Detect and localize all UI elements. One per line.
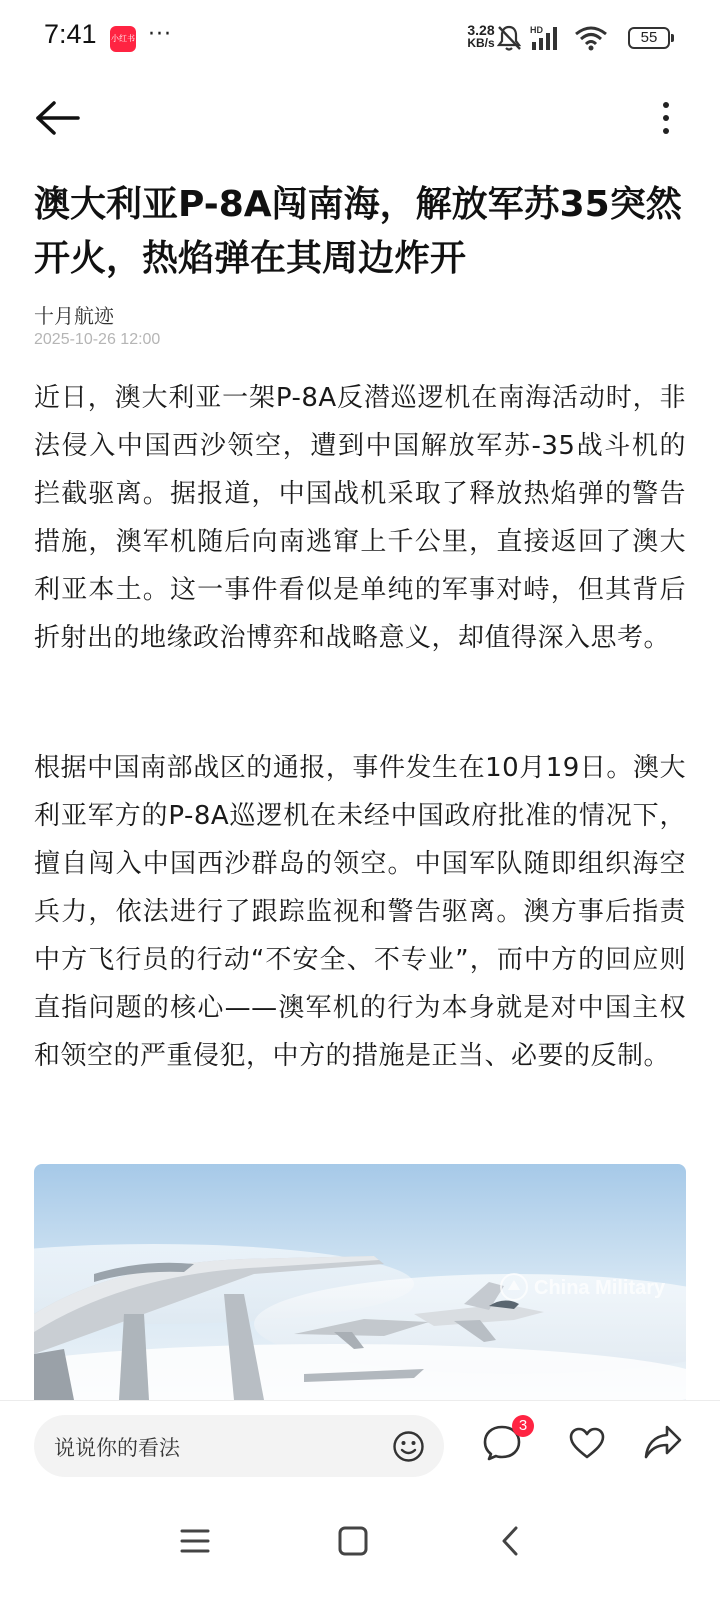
comment-input[interactable] xyxy=(34,1415,444,1477)
smiley-icon[interactable] xyxy=(392,1430,425,1463)
bottom-action-bar xyxy=(0,1400,720,1490)
signal-label: HD xyxy=(530,25,543,35)
article-paragraph-1: 近日，澳大利亚一架P-8A反潜巡逻机在南海活动时，非法侵入中国西沙领空，遭到中国解放军苏-35战斗机的拦截驱离。据报道，中国战机采取了释放热焰弹的警告措施，澳军机随后向南逃窜上千公里，直接返回了澳大利亚本土。这一事件看似是单纯的军事对峙，但其背后折射出的地缘政治博弈和战略意义，却值得深入思考。 xyxy=(34,383,686,653)
mute-bell-icon xyxy=(496,24,522,52)
network-speed-value: 3.28 xyxy=(467,22,495,38)
network-speed-unit: KB/s xyxy=(467,36,495,50)
share-arrow-icon[interactable] xyxy=(643,1423,683,1461)
fighter-jets-photo xyxy=(34,1164,686,1400)
heart-icon[interactable] xyxy=(568,1425,606,1461)
watermark-text: China Military xyxy=(534,1277,666,1299)
network-speed xyxy=(462,24,500,50)
publish-date: 2025-10-26 12:00 xyxy=(34,331,161,348)
article-paragraph-2: 根据中国南部战区的通报，事件发生在10月19日。澳大利亚军方的P-8A巡逻机在未经中国政府批准的情况下，擅自闯入中国西沙群岛的领空。中国军队随即组织海空兵力，依法进行了跟踪监视和警告驱离。澳方事后指责中方飞行员的行动“不安全、不专业”，而中方的回应则直指问题的核心——澳军机的行为本身就是对中国主权和领空的严重侵犯，中方的措施是正当、必要的反制。 xyxy=(34,753,686,1071)
author-name[interactable]: 十月航迹 xyxy=(34,304,114,328)
system-navigation-bar xyxy=(0,1490,720,1600)
more-notifications-icon: ··· xyxy=(148,22,172,47)
home-square-icon[interactable] xyxy=(328,1516,378,1566)
status-time: 7:41 xyxy=(44,19,97,49)
recent-apps-menu-icon[interactable] xyxy=(170,1516,220,1566)
more-vertical-icon[interactable] xyxy=(658,100,674,140)
app-notification-icon: 小红书 xyxy=(110,26,136,52)
battery-icon: 55 xyxy=(628,27,670,49)
status-bar xyxy=(0,0,720,78)
cell-signal-icon xyxy=(530,24,566,52)
comment-count-badge: 3 xyxy=(512,1415,534,1437)
wifi-icon xyxy=(574,24,608,52)
nav-back-chevron-icon[interactable] xyxy=(486,1516,536,1566)
back-arrow-icon[interactable] xyxy=(34,98,82,138)
article-title: 澳大利亚P-8A闯南海，解放军苏35突然开火，热焰弹在其周边炸开 xyxy=(34,184,682,279)
comment-placeholder: 说说你的看法 xyxy=(54,1436,180,1460)
article-image[interactable] xyxy=(34,1164,686,1400)
